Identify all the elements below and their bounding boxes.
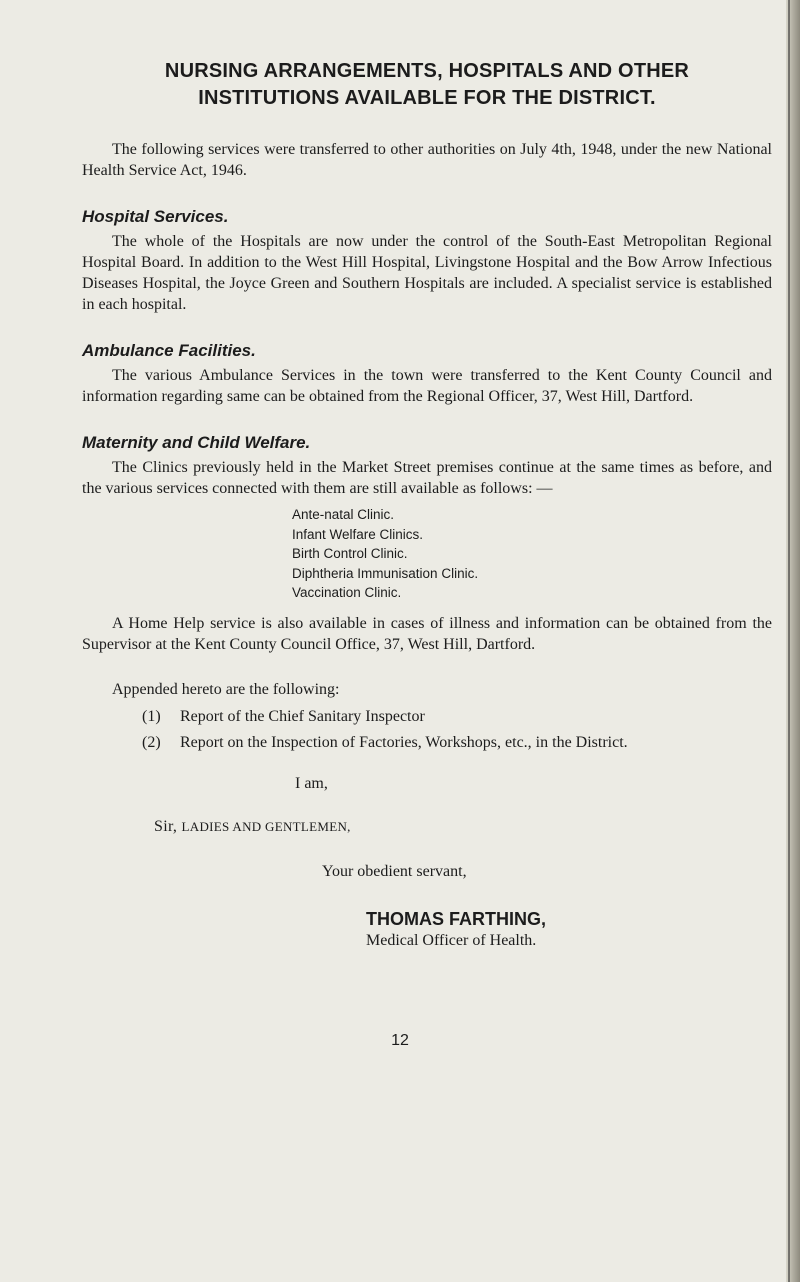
closing-i-am: I am,	[295, 774, 328, 792]
appended-intro: Appended hereto are the following:	[112, 680, 340, 698]
clinic-item: Birth Control Clinic.	[292, 546, 408, 561]
section-text-maternity: The Clinics previously held in the Market Street premises continue at the same times as before, and the various services connected with them are still available as follows: —	[82, 459, 772, 497]
appended-item	[82, 706, 772, 727]
title-line-2: INSTITUTIONS AVAILABLE FOR THE DISTRICT.	[198, 87, 656, 109]
signature-title: Medical Officer of Health.	[366, 931, 537, 949]
clinic-item: Ante-natal Clinic.	[292, 507, 395, 522]
section-text-hospital: The whole of the Hospitals are now under the control of the South-East Metropolitan Regional Hospital Board. In addition to the West Hill Hospital, Livingstone Hospital and the Bow Arrow Infectious Diseases Hospital, the Joyce Green and Southern Hospitals are included. A specialist service is established in each hospital.	[82, 233, 772, 313]
appended-item-text: Report on the Inspection of Factories, Workshops, etc., in the District.	[180, 733, 628, 751]
salutation-sir: Sir,	[154, 817, 178, 835]
appended-list	[82, 706, 772, 753]
title-line-1: NURSING ARRANGEMENTS, HOSPITALS AND OTHER	[164, 60, 690, 82]
closing-servant: Your obedient servant,	[322, 862, 467, 880]
section-text-ambulance: The various Ambulance Services in the town were transferred to the Kent County Council and information regarding same can be obtained from the Regional Officer, 37, West Hill, Dartford.	[82, 367, 772, 405]
clinic-list	[292, 505, 772, 603]
page-number: 12	[391, 1032, 409, 1049]
closing-salutation	[154, 816, 772, 837]
page-edge-line	[788, 0, 790, 1282]
appended-item-text: Report of the Chief Sanitary Inspector	[180, 707, 425, 725]
section-heading-ambulance: Ambulance Facilities.	[82, 341, 256, 360]
signature-name: THOMAS FARTHING,	[366, 908, 546, 929]
intro-paragraph: The following services were transferred to other authorities on July 4th, 1948, under the new National Health Service Act, 1946.	[82, 141, 772, 179]
document-body	[82, 58, 772, 951]
clinic-item: Diphtheria Immunisation Clinic.	[292, 565, 479, 581]
appended-item-number: (2)	[142, 733, 161, 751]
home-help-paragraph: A Home Help service is also available in cases of illness and information can be obtained from the Supervisor at the Kent County Council Office, 37, West Hill, Dartford.	[82, 614, 772, 653]
section-heading-maternity: Maternity and Child Welfare.	[82, 433, 311, 452]
appended-item	[82, 732, 772, 753]
salutation-rest: LADIES AND GENTLEMEN,	[181, 818, 351, 834]
page-title	[82, 58, 772, 112]
clinic-item: Infant Welfare Clinics.	[292, 526, 424, 542]
section-heading-hospital: Hospital Services.	[82, 207, 229, 226]
appended-item-number: (1)	[142, 707, 161, 725]
clinic-item: Vaccination Clinic.	[292, 585, 402, 600]
